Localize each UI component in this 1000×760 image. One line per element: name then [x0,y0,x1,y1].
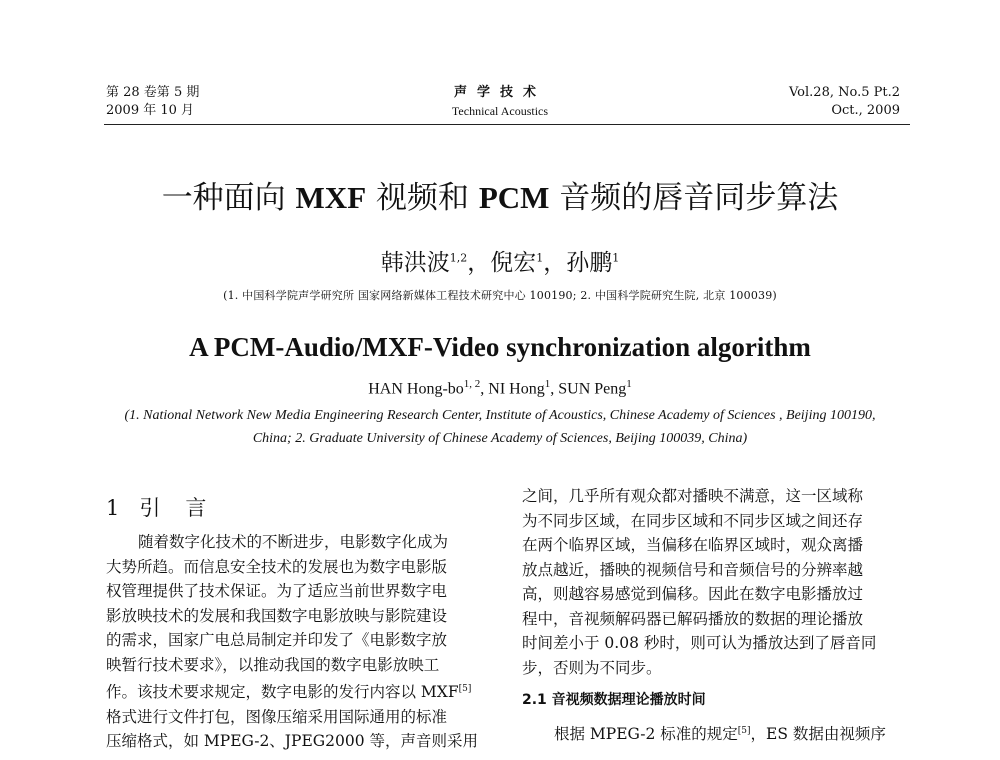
volume-en: Vol.28, No.5 Pt.2 [788,85,900,100]
citation-ref: [5] [737,725,751,736]
author-affil-mark-en: 1 [626,378,632,390]
issue-info-en [789,84,900,120]
title-cn-part: 视频和 [366,180,479,216]
paragraph-line: 为不同步区域，在同步区域和不同步区域之间还存 [522,511,864,530]
title-cn-part: 音频的唇音同步算法 [549,180,839,216]
author-separator: ， [543,250,567,276]
author-affil-mark: 1,2 [449,251,468,265]
issue-date: 2009 年 10 月 [106,103,195,118]
paragraph-text: 根据 MPEG-2 标准的规定 [554,724,738,743]
journal-name-cn: 声学技术 [453,85,546,100]
paragraph-line: 格式进行文件打包，图像压缩采用国际通用的标准 [106,707,448,726]
title-cn-mxf: MXF [295,180,367,215]
author-name-en: HAN Hong-bo [368,380,464,398]
paragraph-line: 压缩格式，如 MPEG-2、JPEG2000 等，声音则采用 [106,732,479,751]
author-affil-mark-en: 1 [544,378,551,390]
affiliation-en-line2: China; 2. Graduate University of Chinese Academy of Sciences, Beijing 100039, China) [252,431,748,446]
paragraph-line: 之间，几乎所有观众都对播映不满意，这一区域称 [522,487,864,505]
title-cn-pcm: PCM [478,180,550,215]
right-column [522,484,912,746]
authors-en [0,378,1000,398]
author-name: 韩洪波 [380,250,450,276]
paragraph-line: 高，则越容易感觉到偏移。因此在数字电影播放过 [522,585,864,603]
paragraph-line: 影放映技术的发展和我国数字电影放映与影院建设 [106,606,448,625]
paragraph-line: 放点越近，播映的视频信号和音频信号的分辨率越 [522,560,864,579]
author-affil-mark-en: 1, 2 [463,378,481,390]
left-column [106,530,496,754]
paragraph-line: 在两个临界区域，当偏移在临界区域时，观众离播 [522,536,864,554]
author-separator-en: , [480,380,489,398]
issue-volume: 第 28 卷第 5 期 [106,85,200,100]
paragraph-line: 权管理提供了技术保证。为了适应当前世界数字电 [106,582,448,600]
section-number: 1 [106,496,122,520]
section-heading [106,492,208,522]
paragraph-line: 映暂行技术要求》，以推动我国的数字电影放映工 [106,655,440,674]
citation-ref: [5] [458,684,472,694]
paragraph-line: 大势所趋。而信息安全技术的发展也为数字电影版 [106,557,448,576]
paragraph-text: ，ES 数据由视频序 [750,724,886,743]
author-name-en: NI Hong [488,380,545,398]
author-separator: ， [467,250,491,276]
date-en: Oct., 2009 [831,103,900,118]
paper-title-en: A PCM-Audio/MXF-Video synchronization algorithm [189,332,811,362]
author-name: 倪宏 [490,250,537,276]
authors-cn [0,244,1000,277]
paragraph-line: 步，否则为不同步。 [522,658,662,677]
header-rule [104,124,910,125]
author-separator-en: , [550,380,559,398]
paragraph-line: 的需求，国家广电总局制定并印发了《电影数字放 [106,631,448,649]
paragraph-line: 时间差小于 0.08 秒时，则可认为播放达到了唇音同 [522,634,877,652]
subsection-heading: 2.1 音视频数据理论播放时间 [522,692,706,708]
paragraph-line: 程中，音视频解码器已解码播放的数据的理论播放 [522,609,864,628]
paper-title-cn [0,172,1000,217]
journal-name-en: Technical Acoustics [451,104,549,118]
author-name: 孙鹏 [566,250,613,276]
paragraph-text: 作。该技术要求规定，数字电影的发行内容以 MXF [106,683,459,702]
paragraph-line-with-ref [106,677,496,705]
affiliation-en-line1: (1. National Network New Media Engineering Research Center, Institute of Acoustics, Chinese Academy of Sciences , Beijing 100190, [124,408,876,423]
title-cn-part: 一种面向 [161,180,296,216]
author-affil-mark: 1 [612,251,620,265]
affiliation-cn: (1. 中国科学院声学研究所 国家网络新媒体工程技术研究中心 100190; 2. 中国科学院研究生院, 北京 100039) [223,289,777,302]
paragraph-line: 随着数字化技术的不断进步，电影数字化成为 [138,533,449,551]
section-title: 引 言 [139,496,209,520]
author-affil-mark: 1 [536,251,544,265]
paragraph-line-with-ref [522,719,912,747]
author-name-en: SUN Peng [558,380,627,398]
